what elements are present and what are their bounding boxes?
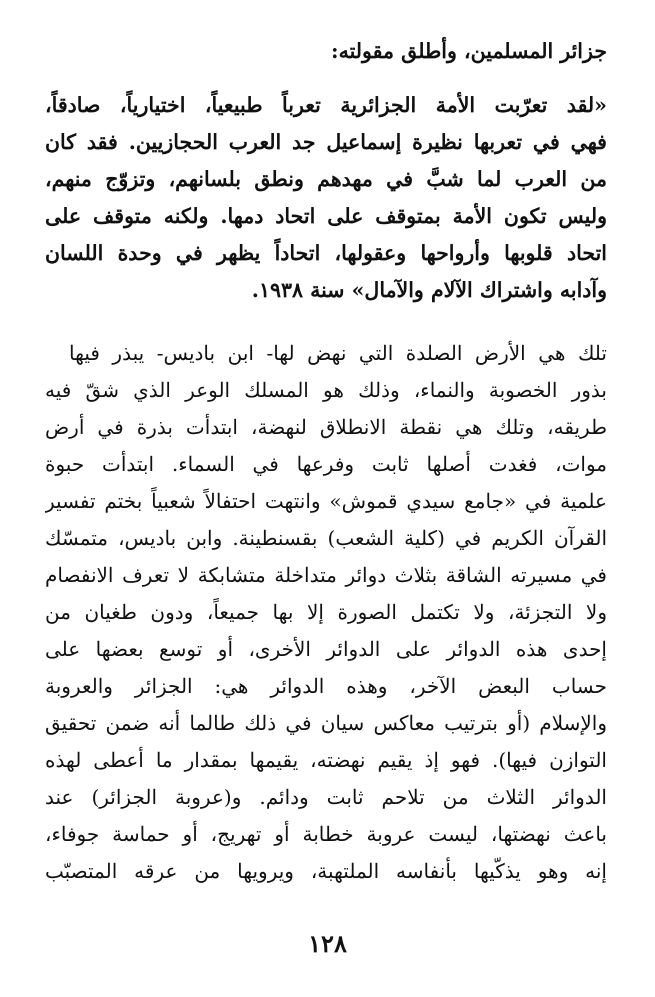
body-line: موات، فغدت أصلها ثابت وفرعها في السماء. ابتدأت حبوة: [45, 452, 607, 476]
quote-line: اتحاد قلوبها وأرواحها وعقولها، اتحاداً يظهر في وحدة اللسان: [45, 241, 607, 265]
body-line: تلك هي الأرض الصلدة التي نهض لها- ابن باديس- يبذر فيها: [69, 341, 607, 365]
body-line: طريقه، وتلك هي نقطة الانطلاق لنهضة، ابتدأت بذرة في أرض: [45, 415, 607, 439]
body-line: والإسلام (أو بترتيب معاكس سيان في ذلك طالما أنه ضمن تحقيق: [45, 711, 607, 735]
body-line: بذور الخصوبة والنماء، وذلك هو المسلك الوعر الذي شقّ فيه: [45, 378, 607, 402]
body-line: باعث نهضتها، ليست عروبة خطابة أو تهريج، أو حماسة جوفاء،: [45, 822, 607, 846]
body-line: إنه وهو يذكّيها بأنفاسه الملتهبة، ويرويها من عرقه المتصبّب: [45, 859, 607, 883]
page-number: ١٢٨: [308, 929, 347, 958]
quote-line: «لقد تعرّبت الأمة الجزائرية تعرباً طبيعياً، اختيارياً، صادقاً،: [45, 93, 607, 117]
quote-line: من العرب لما شبَّ في مهدهم ونطق بلسانهم، وتزوّج منهم،: [45, 167, 607, 191]
body-line: الدوائر الثلاث من تلاحم ثابت ودائم. و(عروبة الجزائر) عند: [45, 785, 607, 809]
body-line: في مسيرته الشاقة بثلاث دوائر متداخلة متشابكة لا تعرف الانفصام: [45, 563, 607, 587]
intro-line: جزائر المسلمين، وأطلق مقولته:: [331, 39, 607, 63]
body-line: التوازن فيها). فهو إذ يقيم نهضته، يقيمها بمقدار ما أعطى لهذه: [45, 748, 607, 772]
body-line: حساب البعض الآخر، وهذه الدوائر هي: الجزائر والعروبة: [45, 674, 607, 698]
quote-line: وآدابه واشتراك الآلام والآمال» سنة ١٩٣٨.: [251, 278, 607, 302]
body-line: القرآن الكريم في (كلية الشعب) بقسنطينة. وابن باديس، متمسّك: [45, 526, 607, 550]
quote-line: فهي في تعربها نظيرة إسماعيل جد العرب الحجازيين. فقد كان: [45, 130, 607, 154]
body-line: ولا التجزئة، ولا تكتمل الصورة إلا بها جميعاً، ودون طغيان من: [45, 600, 607, 624]
quote-line: وليس تكون الأمة بمتوقف على اتحاد دمها. ولكنه متوقف على: [45, 204, 607, 228]
body-line: إحدى هذه الدوائر على الدوائر الأخرى، أو توسع بعضها على: [45, 637, 607, 661]
body-line: علمية في «جامع سيدي قموش» وانتهت احتفالاً شعبياً بختم تفسير: [45, 489, 607, 513]
